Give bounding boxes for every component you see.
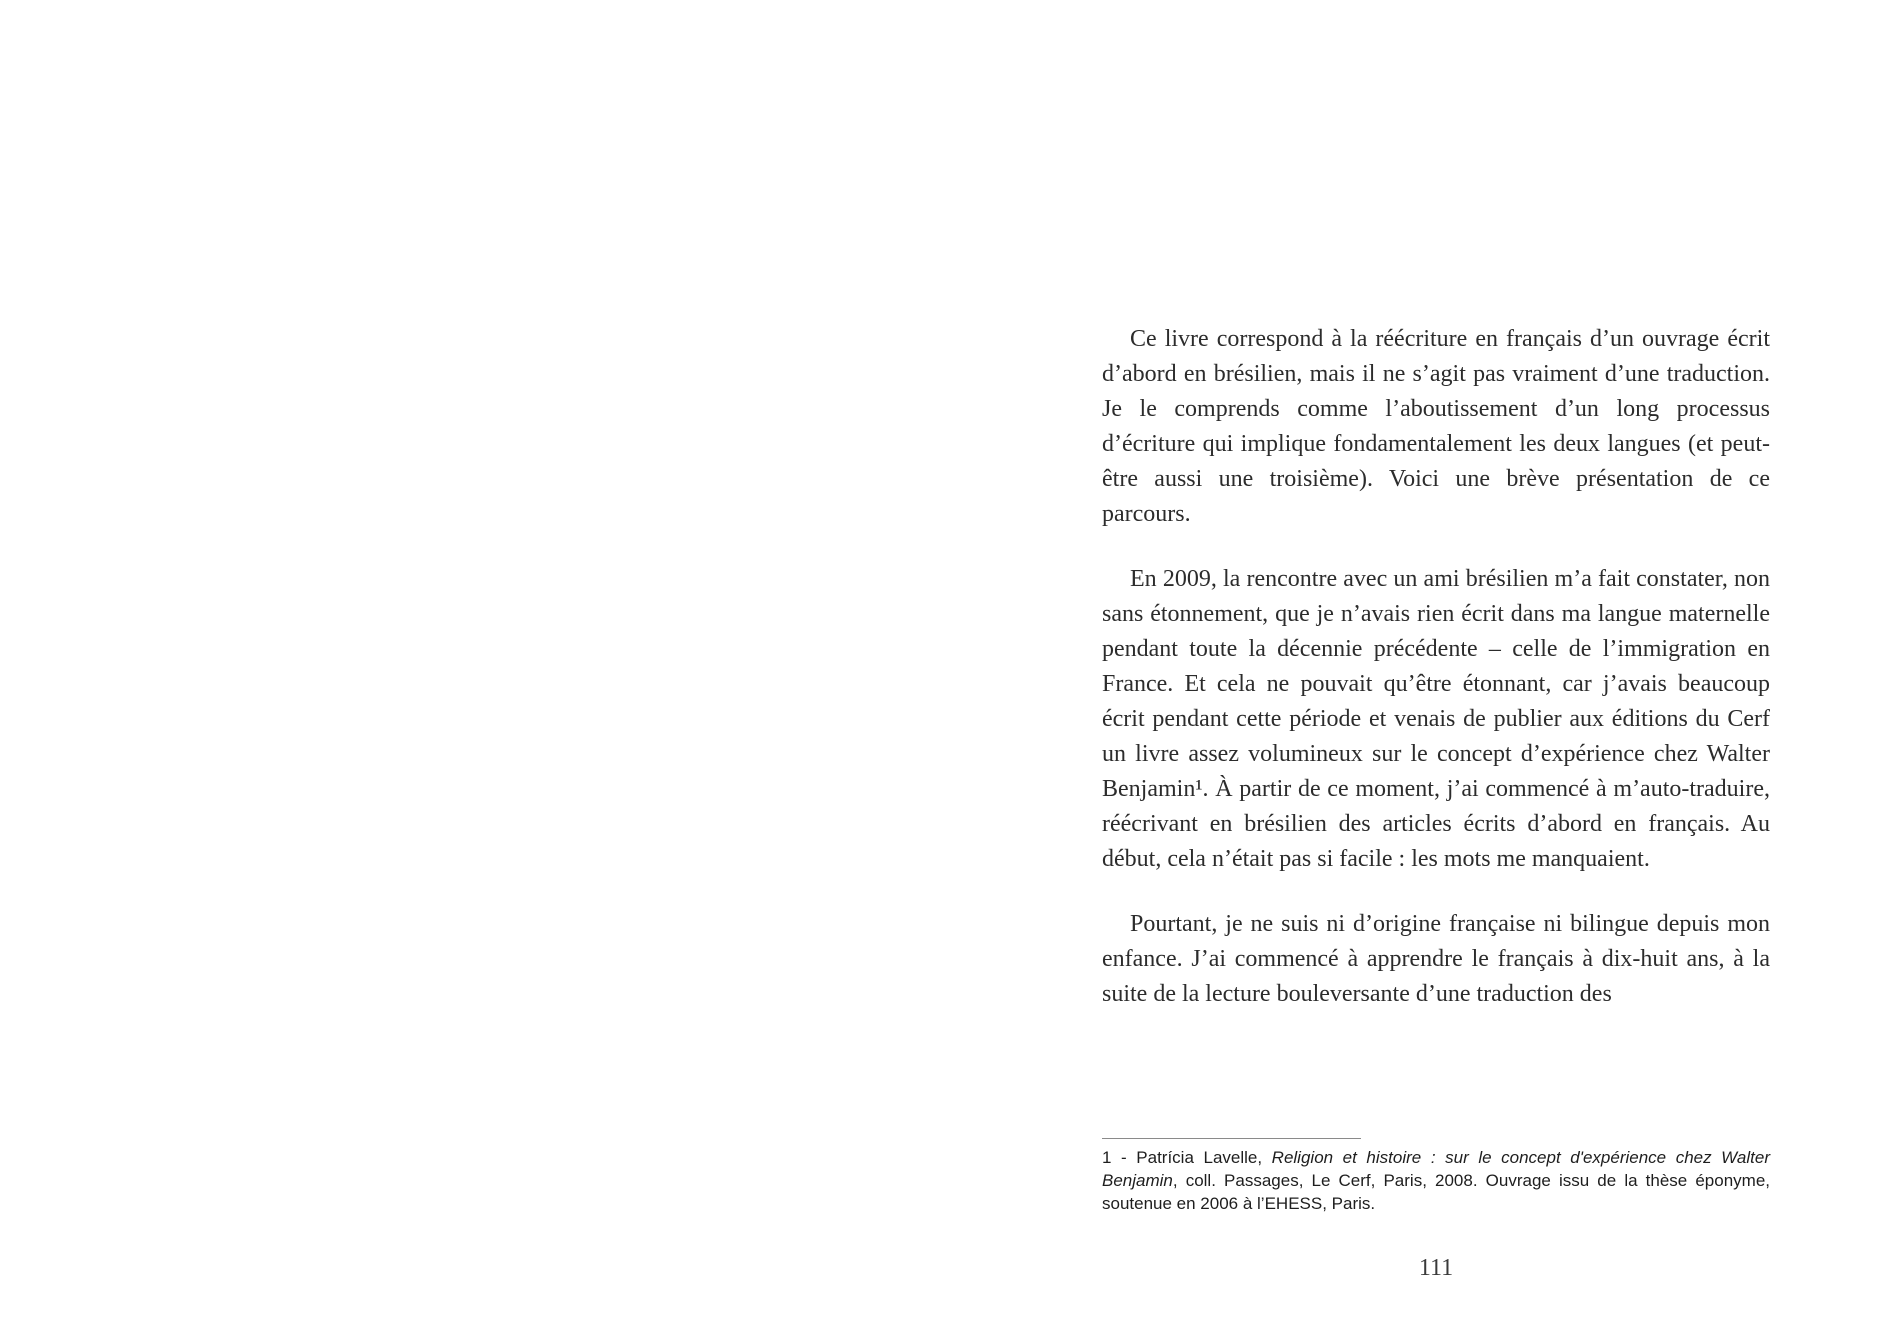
paragraph-2: En 2009, la rencontre avec un ami brésilien m’a fait constater, non sans étonnement, que je n’avais rien écrit dans ma langue maternelle pendant toute la décennie précédente – celle de l’immigration en France. Et cela ne pouvait qu’être étonnant, car j’avais beaucoup écrit pendant cette période et venais de publier aux éditions du Cerf un livre assez volumineux sur le concept d’expérience chez Walter Benjamin¹. À partir de ce moment, j’ai commencé à m’auto-traduire, réécrivant en brésilien des articles écrits d’abord en français. Au début, cela n’était pas si facile : les mots me manquaient. (1102, 566, 1770, 872)
page-number: 111 (1418, 1255, 1454, 1281)
footnote-publication-details: , coll. Passages, Le Cerf, Paris, 2008. Ouvrage issu de la thèse éponyme, soutenue en 2006 à l’EHESS, Paris. (1102, 1171, 1770, 1213)
footnote-reference-number-and-author: 1 - Patrícia Lavelle, (1102, 1148, 1272, 1167)
body-text (1102, 322, 1770, 1012)
footnote-book-title-continued: Benjamin (1102, 1171, 1173, 1190)
footnote-book-title: Religion et histoire : sur le concept d'expérience chez Walter (1271, 1148, 1770, 1167)
paragraph-3: Pourtant, je ne suis ni d’origine française ni bilingue depuis mon enfance. J’ai commencé à apprendre le français à dix-huit ans, à la suite de la lecture bouleversante d’une traduction des (1102, 911, 1770, 1007)
paragraph-1: Ce livre correspond à la réécriture en français d’un ouvrage écrit d’abord en brésilien, mais il ne s’agit pas vraiment d’une traduction. Je le comprends comme l’aboutissement d’un long processus d’écriture qui implique fondamentalement les deux langues (et peut-être aussi une troisième). Voici une brève présentation de ce parcours. (1102, 326, 1770, 527)
footnote (1102, 1138, 1770, 1215)
footnote-separator (1102, 1138, 1361, 1139)
footnote-text (1102, 1146, 1770, 1215)
